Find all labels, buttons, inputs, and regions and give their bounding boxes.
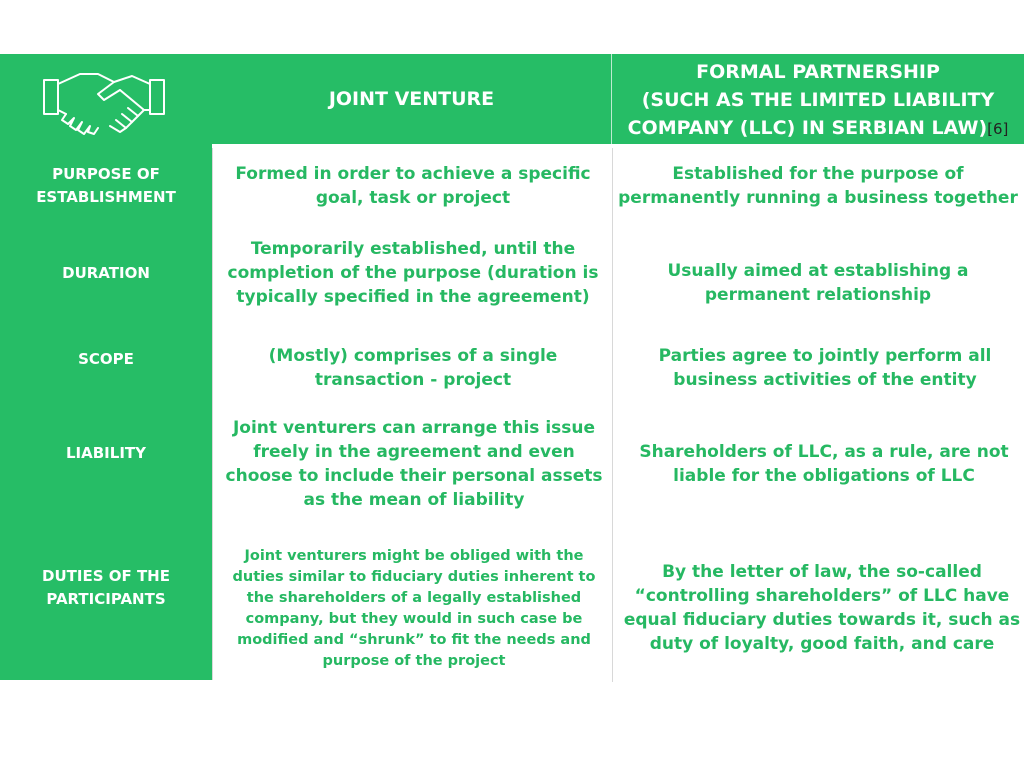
cell-duties-partnership: By the letter of law, the so-called “controlling shareholders” of LLC have equal fiduciary duties towards it, such as duty of loyalty, good faith, and care bbox=[623, 562, 1021, 654]
cell-purpose-partnership: Established for the purpose of permanently running a business together bbox=[618, 164, 1018, 208]
handshake-icon bbox=[40, 66, 168, 138]
header-line-1: FORMAL PARTNERSHIP bbox=[696, 60, 940, 83]
row-label-duration: DURATION bbox=[62, 263, 150, 282]
header-formal-partnership bbox=[612, 56, 1024, 144]
row-label-liability: LIABILITY bbox=[66, 443, 146, 462]
cell-duties-joint-venture: Joint venturers might be obliged with the duties similar to fiduciary duties inherent to the shareholders of a legally established company, but they would in such case be modified and “shrunk” to fit the needs and purpose of the project bbox=[232, 548, 596, 669]
row-label-duties: DUTIES OF THE PARTICIPANTS bbox=[42, 567, 170, 608]
column-separator-2 bbox=[612, 148, 613, 682]
cell-purpose-joint-venture: Formed in order to achieve a specific goal, task or project bbox=[235, 164, 591, 208]
cell-liability-joint-venture: Joint venturers can arrange this issue freely in the agreement and even choose to include their personal assets as the mean of liability bbox=[225, 418, 603, 510]
cell-liability-partnership: Shareholders of LLC, as a rule, are not liable for the obligations of LLC bbox=[639, 442, 1009, 486]
reference-link[interactable]: [6] bbox=[987, 119, 1009, 138]
row-label-purpose: PURPOSE OF ESTABLISHMENT bbox=[36, 165, 176, 206]
cell-scope-partnership: Parties agree to jointly perform all business activities of the entity bbox=[658, 346, 992, 390]
header-line-2: (SUCH AS THE LIMITED LIABILITY bbox=[641, 88, 995, 111]
header-joint-venture: JOINT VENTURE bbox=[328, 88, 495, 110]
cell-scope-joint-venture: (Mostly) comprises of a single transaction - project bbox=[268, 346, 558, 390]
row-label-scope: SCOPE bbox=[78, 349, 134, 368]
cell-duration-partnership: Usually aimed at establishing a permanent relationship bbox=[667, 261, 969, 305]
header-line-3: COMPANY (LLC) IN SERBIAN LAW)[6] bbox=[627, 116, 1009, 139]
cell-duration-joint-venture: Temporarily established, until the completion of the purpose (duration is typically specified in the agreement) bbox=[227, 239, 599, 307]
column-separator-1 bbox=[212, 148, 213, 680]
